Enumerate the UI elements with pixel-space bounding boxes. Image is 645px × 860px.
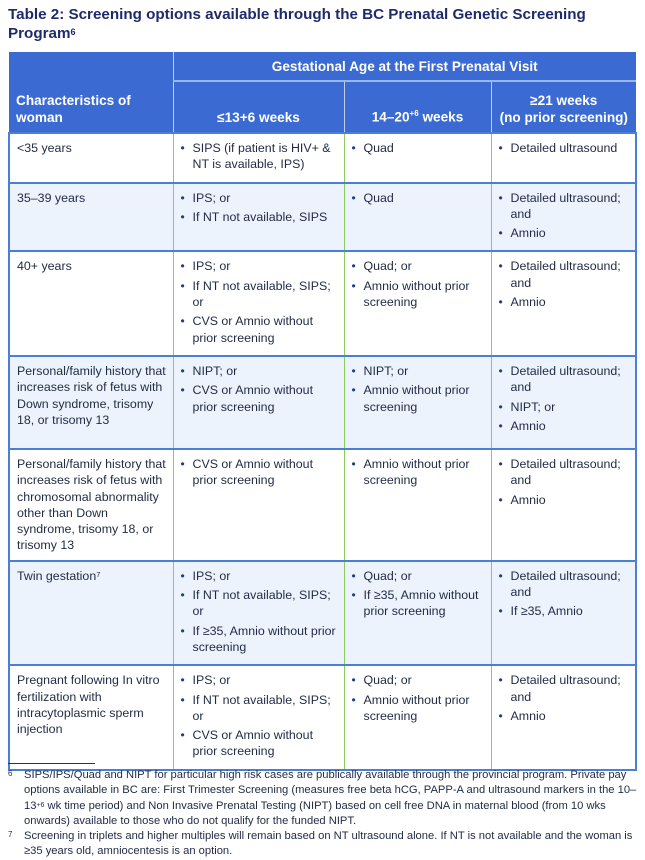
option-list bbox=[499, 363, 632, 434]
bullet-icon: • bbox=[180, 141, 185, 155]
option-text: Detailed ultrasound; and bbox=[510, 259, 621, 290]
table-row bbox=[9, 356, 636, 449]
bullet-icon: • bbox=[498, 708, 503, 723]
table-row bbox=[9, 251, 636, 355]
option-item bbox=[181, 568, 340, 584]
bullet-icon: • bbox=[351, 141, 356, 155]
bullet-icon: • bbox=[498, 190, 503, 205]
option-list bbox=[181, 568, 340, 655]
bullet-icon: • bbox=[351, 588, 356, 603]
option-item bbox=[499, 399, 632, 415]
option-text: NIPT; or bbox=[510, 399, 556, 414]
option-text: If NT not available, SIPS; or bbox=[192, 588, 331, 619]
bullet-icon: • bbox=[351, 456, 356, 471]
bullet-icon: • bbox=[351, 383, 356, 398]
option-list bbox=[499, 190, 632, 242]
option-item bbox=[352, 692, 487, 725]
bullet-icon: • bbox=[498, 604, 503, 619]
cell-characteristic bbox=[9, 356, 173, 449]
footnote-text: SIPS/IPS/Quad and NIPT for particular high risk cases are publically available through the provincial program. Private pay options available in BC are: First Trimester Screening (measures free beta hCG, PAPP-A and ultrasound markers in the 10–13 bbox=[24, 769, 637, 812]
option-item bbox=[352, 363, 487, 379]
option-item bbox=[181, 209, 340, 225]
option-text: Detailed ultrasound; and bbox=[510, 190, 621, 221]
option-item bbox=[499, 708, 632, 724]
footnote-divider bbox=[8, 763, 95, 764]
cell-characteristic bbox=[9, 133, 173, 183]
option-text: Quad; or bbox=[363, 568, 412, 583]
option-item bbox=[499, 258, 632, 291]
bullet-icon: • bbox=[180, 456, 185, 471]
option-item bbox=[352, 672, 487, 688]
cell-col1 bbox=[173, 356, 344, 449]
bullet-icon: • bbox=[351, 673, 356, 688]
option-text: Quad bbox=[363, 190, 394, 205]
option-item bbox=[352, 140, 487, 156]
cell-col3 bbox=[491, 251, 636, 355]
option-text: NIPT; or bbox=[192, 363, 238, 378]
footnote-7 bbox=[8, 829, 638, 860]
cell-characteristic bbox=[9, 561, 173, 665]
bullet-icon: • bbox=[180, 588, 185, 603]
cell-col3 bbox=[491, 183, 636, 252]
cell-col3 bbox=[491, 561, 636, 665]
bullet-icon: • bbox=[180, 209, 185, 224]
option-item bbox=[352, 456, 487, 489]
footnote-mark: 6 bbox=[8, 769, 13, 778]
cell-col1 bbox=[173, 133, 344, 183]
characteristic-text: 40+ years bbox=[17, 259, 72, 274]
header-col-21-line2: (no prior screening) bbox=[499, 110, 628, 125]
characteristic-text: Pregnant following In vitro fertilization with intracytoplasmic sperm injection bbox=[17, 673, 160, 737]
option-item bbox=[352, 258, 487, 274]
table-title-text: Table 2: Screening options available through the BC Prenatal Genetic Screening Program bbox=[8, 6, 586, 42]
cell-col2 bbox=[344, 251, 491, 355]
option-item bbox=[181, 313, 340, 346]
characteristic-text: Personal/family history that increases risk of fetus with Down syndrome, trisomy 18, or trisomy 13 bbox=[17, 363, 166, 427]
option-text: Detailed ultrasound; and bbox=[510, 568, 621, 600]
option-text: Amnio bbox=[510, 418, 546, 433]
option-item bbox=[181, 278, 340, 311]
option-text: Amnio without prior screening bbox=[363, 278, 470, 310]
option-item bbox=[352, 568, 487, 584]
option-text: Amnio bbox=[510, 295, 546, 310]
table-title bbox=[8, 5, 638, 43]
option-item bbox=[499, 603, 632, 619]
option-text: CVS or Amnio without prior screening bbox=[192, 383, 314, 414]
cell-col3 bbox=[491, 356, 636, 449]
table-body bbox=[9, 133, 636, 770]
footnote-text: Screening in triplets and higher multiples will remain based on NT ultrasound alone. If NT is not available and the woman is ≥35 years old, amniocentesis is an option. bbox=[24, 830, 633, 858]
bullet-icon: • bbox=[180, 278, 185, 293]
option-item bbox=[181, 587, 340, 620]
option-list bbox=[181, 258, 340, 345]
cell-col2 bbox=[344, 665, 491, 769]
bullet-icon: • bbox=[498, 259, 503, 274]
table-row bbox=[9, 665, 636, 769]
option-list bbox=[352, 363, 487, 415]
table-row bbox=[9, 133, 636, 183]
option-item bbox=[181, 382, 340, 415]
bullet-icon: • bbox=[498, 492, 503, 507]
bullet-icon: • bbox=[180, 728, 185, 743]
cell-col2 bbox=[344, 356, 491, 449]
option-text: IPS; or bbox=[192, 259, 231, 274]
bullet-icon: • bbox=[351, 278, 356, 293]
option-list bbox=[499, 140, 632, 156]
option-item bbox=[181, 140, 340, 173]
option-text: CVS or Amnio without prior screening bbox=[192, 314, 314, 345]
option-item bbox=[499, 492, 632, 508]
bullet-icon: • bbox=[498, 568, 503, 583]
cell-col2 bbox=[344, 561, 491, 665]
option-list bbox=[499, 258, 632, 310]
option-text: Amnio bbox=[510, 492, 546, 507]
option-text: IPS; or bbox=[192, 568, 231, 583]
cell-col2 bbox=[344, 133, 491, 183]
option-text: CVS or Amnio without prior screening bbox=[192, 456, 314, 488]
bullet-icon: • bbox=[180, 259, 185, 274]
header-col-21-weeks bbox=[491, 81, 636, 133]
option-list bbox=[181, 672, 340, 759]
table-row bbox=[9, 561, 636, 665]
option-text: Amnio without prior screening bbox=[363, 692, 470, 723]
option-text: If ≥35, Amnio bbox=[510, 604, 583, 619]
option-item bbox=[352, 587, 487, 620]
table-row bbox=[9, 449, 636, 561]
option-text: IPS; or bbox=[192, 190, 231, 205]
cell-col1 bbox=[173, 561, 344, 665]
option-text: If NT not available, SIPS; or bbox=[192, 692, 331, 723]
option-item bbox=[181, 363, 340, 379]
characteristic-text: Twin gestation bbox=[17, 568, 97, 583]
characteristic-text: <35 years bbox=[17, 141, 72, 155]
bullet-icon: • bbox=[498, 141, 503, 155]
bullet-icon: • bbox=[498, 226, 503, 241]
bullet-icon: • bbox=[180, 568, 185, 583]
cell-col2 bbox=[344, 183, 491, 252]
option-item bbox=[499, 456, 632, 489]
option-item bbox=[181, 190, 340, 206]
option-list bbox=[352, 140, 487, 156]
bullet-icon: • bbox=[498, 673, 503, 688]
option-list bbox=[352, 190, 487, 206]
option-item bbox=[181, 672, 340, 688]
option-text: Quad; or bbox=[363, 673, 412, 688]
option-list bbox=[181, 140, 340, 173]
bullet-icon: • bbox=[351, 259, 356, 274]
bullet-icon: • bbox=[498, 363, 503, 378]
bullet-icon: • bbox=[498, 399, 503, 414]
footnotes bbox=[8, 768, 638, 860]
footnote-mark: 7 bbox=[8, 830, 13, 840]
cell-col2 bbox=[344, 449, 491, 561]
option-text: If ≥35, Amnio without prior screening bbox=[192, 623, 336, 654]
characteristic-text: Personal/family history that increases risk of fetus with chromosomal abnormality other than Down syndrome, trisomy 18, or trisomy 13 bbox=[17, 456, 166, 553]
option-item bbox=[499, 190, 632, 223]
option-list bbox=[181, 363, 340, 415]
header-col-14-20-weeks bbox=[344, 81, 491, 133]
option-text: Detailed ultrasound bbox=[510, 141, 618, 155]
option-item bbox=[499, 294, 632, 310]
bullet-icon: • bbox=[351, 568, 356, 583]
option-text: SIPS (if patient is HIV+ & NT is available, IPS) bbox=[192, 141, 331, 172]
bullet-icon: • bbox=[180, 692, 185, 707]
option-text: Quad; or bbox=[363, 259, 412, 274]
bullet-icon: • bbox=[498, 456, 503, 471]
bullet-icon: • bbox=[351, 190, 356, 205]
cell-characteristic bbox=[9, 449, 173, 561]
option-text: Amnio without prior screening bbox=[363, 383, 470, 414]
option-list bbox=[352, 258, 487, 310]
cell-characteristic bbox=[9, 665, 173, 769]
bullet-icon: • bbox=[498, 418, 503, 433]
bullet-icon: • bbox=[180, 673, 185, 688]
bullet-icon: • bbox=[180, 623, 185, 638]
header-col-14-20-sup: +6 bbox=[409, 109, 419, 119]
option-text: Amnio bbox=[510, 708, 546, 723]
option-item bbox=[499, 672, 632, 705]
bullet-icon: • bbox=[180, 363, 185, 378]
option-text: CVS or Amnio without prior screening bbox=[192, 728, 314, 759]
option-text: Amnio bbox=[510, 226, 546, 241]
option-text: If NT not available, SIPS bbox=[192, 209, 328, 224]
header-gestational-age: Gestational Age at the First Prenatal Visit bbox=[173, 52, 636, 81]
bullet-icon: • bbox=[351, 692, 356, 707]
header-col-13-weeks bbox=[173, 81, 344, 133]
cell-col3 bbox=[491, 133, 636, 183]
bullet-icon: • bbox=[180, 314, 185, 329]
option-text: Detailed ultrasound; and bbox=[510, 456, 621, 488]
cell-col3 bbox=[491, 449, 636, 561]
option-list bbox=[499, 456, 632, 508]
option-list bbox=[352, 672, 487, 724]
cell-characteristic bbox=[9, 183, 173, 252]
option-list bbox=[352, 456, 487, 489]
footnote-ref: 7 bbox=[96, 569, 101, 579]
option-item bbox=[352, 278, 487, 311]
option-text: Amnio without prior screening bbox=[363, 456, 470, 488]
bullet-icon: • bbox=[180, 190, 185, 205]
option-list bbox=[181, 190, 340, 226]
footnote-sup: +6 bbox=[36, 801, 45, 809]
option-item bbox=[352, 382, 487, 415]
option-text: NIPT; or bbox=[363, 363, 409, 378]
option-item bbox=[499, 363, 632, 396]
option-item bbox=[499, 418, 632, 434]
option-list bbox=[181, 456, 340, 489]
cell-col3 bbox=[491, 665, 636, 769]
option-list bbox=[352, 568, 487, 620]
header-characteristics: Characteristics of woman bbox=[9, 52, 173, 133]
option-text: Detailed ultrasound; and bbox=[510, 673, 621, 704]
header-col-13-weeks-label: ≤13+6 weeks bbox=[217, 110, 300, 125]
cell-col1 bbox=[173, 183, 344, 252]
option-text: If ≥35, Amnio without prior screening bbox=[363, 588, 479, 619]
footnote-6 bbox=[8, 768, 638, 829]
option-item bbox=[181, 727, 340, 760]
option-item bbox=[499, 568, 632, 601]
table-row bbox=[9, 183, 636, 252]
cell-col1 bbox=[173, 665, 344, 769]
screening-options-table bbox=[8, 52, 637, 771]
option-text: If NT not available, SIPS; or bbox=[192, 278, 331, 310]
option-item bbox=[499, 225, 632, 241]
option-item bbox=[499, 140, 632, 156]
option-list bbox=[499, 672, 632, 724]
option-item bbox=[181, 456, 340, 489]
cell-col1 bbox=[173, 251, 344, 355]
option-list bbox=[499, 568, 632, 620]
cell-characteristic bbox=[9, 251, 173, 355]
option-text: IPS; or bbox=[192, 673, 231, 688]
option-text: Quad bbox=[363, 141, 394, 155]
option-item bbox=[181, 692, 340, 725]
bullet-icon: • bbox=[498, 295, 503, 310]
characteristic-text: 35–39 years bbox=[17, 190, 86, 205]
bullet-icon: • bbox=[180, 383, 185, 398]
cell-col1 bbox=[173, 449, 344, 561]
header-col-14-20-main: 14–20 bbox=[371, 110, 410, 125]
footnote-text-cont: wk time period) and Non Invasive Prenatal Testing (NIPT) based on cell free DNA in maternal blood (from 10 wks onwards) available to those who do not qualify for the funded NIPT. bbox=[24, 799, 606, 827]
option-text: Detailed ultrasound; and bbox=[510, 363, 621, 395]
header-col-14-20-tail: weeks bbox=[418, 110, 464, 125]
option-item bbox=[181, 623, 340, 656]
header-col-21-line1: ≥21 weeks bbox=[530, 93, 598, 108]
bullet-icon: • bbox=[351, 363, 356, 378]
option-item bbox=[352, 190, 487, 206]
option-item bbox=[181, 258, 340, 274]
title-footnote-ref: 6 bbox=[70, 27, 76, 37]
